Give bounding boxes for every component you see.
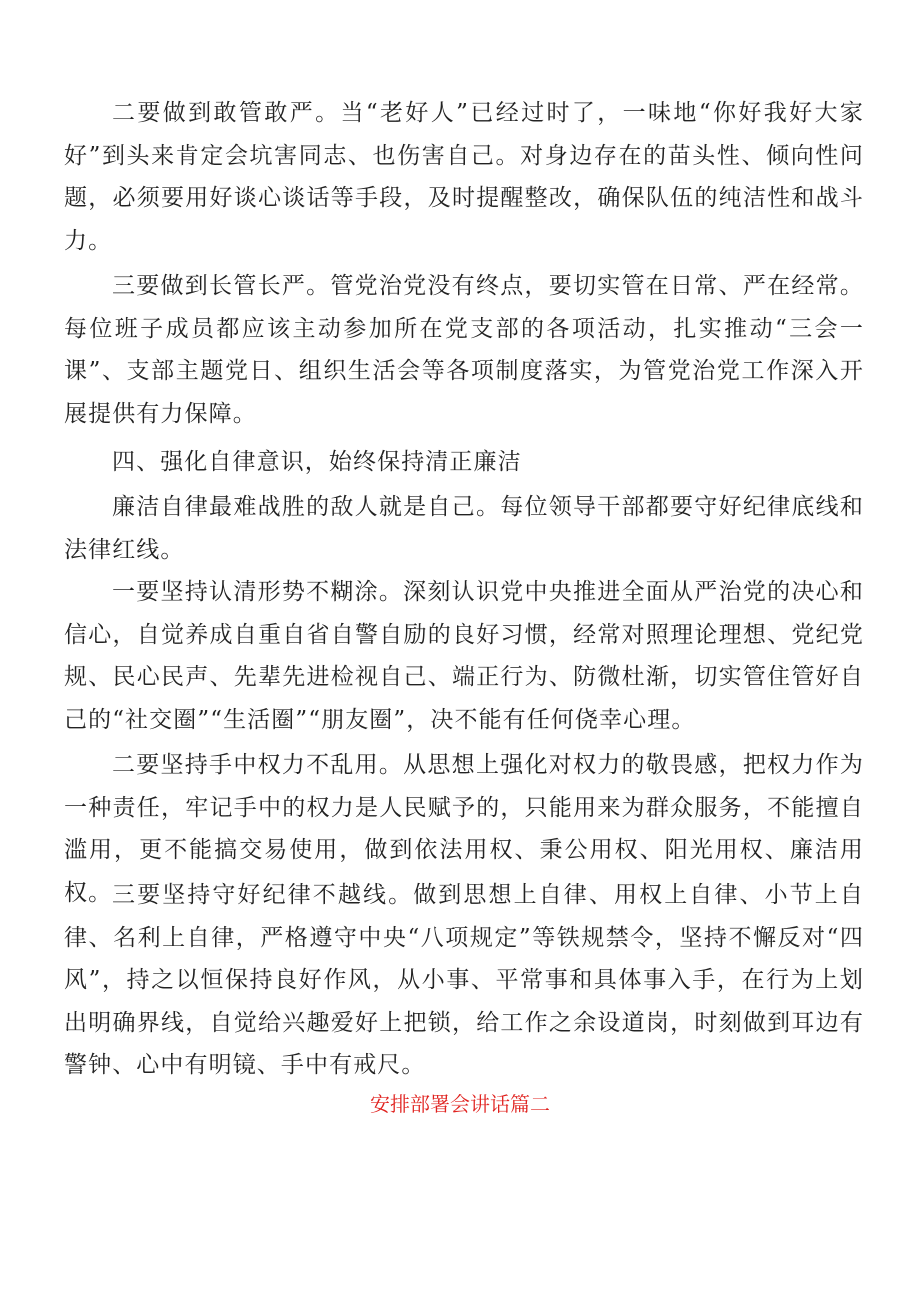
paragraph-dare-to-manage: 二要做到敢管敢严。当“老好人”已经过时了，一味地“你好我好大家好”到头来肯定会坑害同志、也伤害自己。对身边存在的苗头性、倾向性问题，必须要用好谈心谈话等手段，及时提醒整改，确保队伍的纯洁性和战斗力。: [64, 100, 864, 254]
section-heading-self-discipline: 四、强化自律意识，始终保持清正廉洁: [112, 449, 522, 475]
paragraph-power-not-abused: 二要坚持手中权力不乱用。从思想上强化对权力的敬畏感，把权力作为一种责任，牢记手中的权力是人民赋予的，只能用来为群众服务，不能擅自滥用，更不能搞交易使用，做到依法用权、秉公用权、阳光用权、廉洁用权。: [64, 752, 864, 906]
paragraph-integrity-intro: 廉洁自律最难战胜的敌人就是自己。每位领导干部都要守好纪律底线和法律红线。: [64, 494, 864, 563]
next-section-title: 安排部署会讲话篇二: [370, 1092, 550, 1116]
paragraph-recognize-situation: 一要坚持认清形势不糊涂。深刻认识党中央推进全面从严治党的决心和信心，自觉养成自重自省自警自励的良好习惯，经常对照理论理想、党纪党规、民心民声、先辈先进检视自己、端正行为、防微杜渐，切实管住管好自己的“社交圈”“生活圈”“朋友圈”，决不能有任何侥幸心理。: [64, 579, 864, 733]
paragraph-discipline-line: 三要坚持守好纪律不越线。做到思想上自律、用权上自律、小节上自律、名利上自律，严格遵守中央“八项规定”等铁规禁令，坚持不懈反对“四风”，持之以恒保持良好作风，从小事、平常事和具体事入手，在行为上划出明确界线，自觉给兴趣爱好上把锁，给工作之余设道岗，时刻做到耳边有警钟、心中有明镜、手中有戒尺。: [64, 882, 864, 1078]
paragraph-long-term-management: 三要做到长管长严。管党治党没有终点，要切实管在日常、严在经常。每位班子成员都应该主动参加所在党支部的各项活动，扎实推动“三会一课”、支部主题党日、组织生活会等各项制度落实，为管党治党工作深入开展提供有力保障。: [64, 273, 864, 427]
